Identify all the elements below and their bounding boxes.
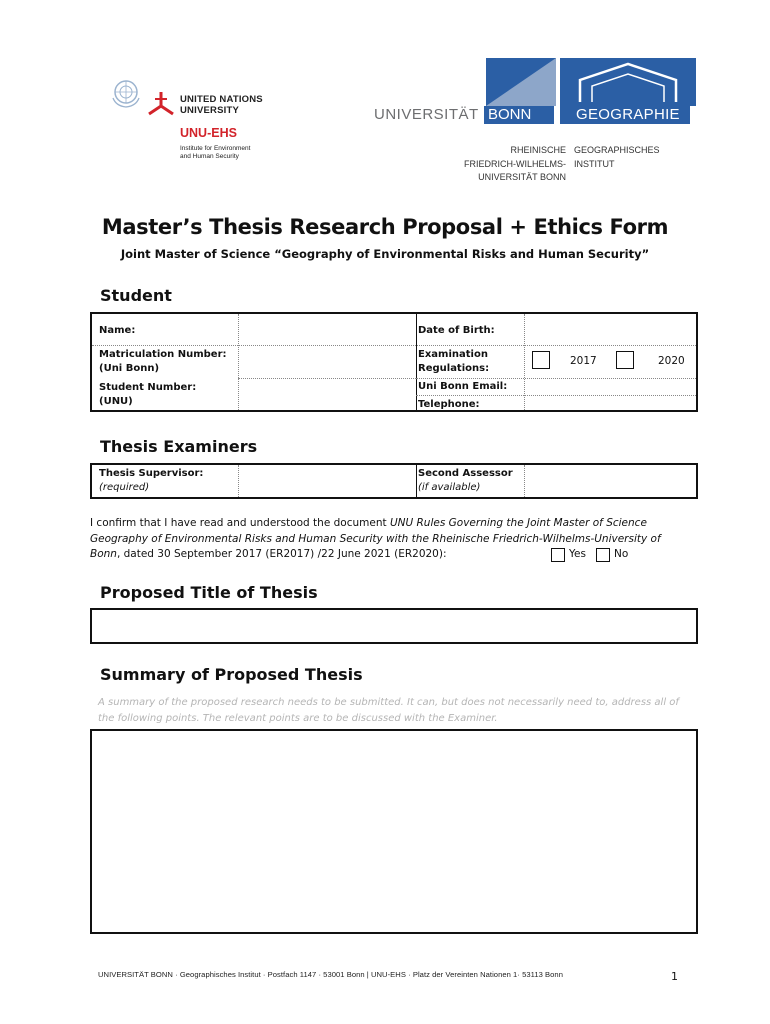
- uni-bonn-logo: [370, 56, 700, 186]
- unu-ehs-logo: [110, 72, 280, 172]
- assessor-field[interactable]: [528, 467, 692, 495]
- checkbox-2017[interactable]: [532, 351, 550, 369]
- student-heading: Student: [100, 286, 172, 305]
- matriculation-label: Matriculation Number: (Uni Bonn): [99, 349, 227, 374]
- divider: [238, 378, 416, 379]
- option-2020-label: 2020: [658, 355, 685, 367]
- assessor-label: Second Assessor: [418, 468, 513, 479]
- un-emblem-icon: [110, 76, 142, 108]
- supervisor-label: Thesis Supervisor:: [99, 468, 204, 479]
- assessor-note: (if available): [418, 482, 481, 493]
- universitaet-text: UNIVERSITÄT: [374, 106, 479, 123]
- telephone-field[interactable]: [528, 397, 692, 409]
- geographie-text: GEOGRAPHIE: [560, 106, 690, 124]
- student-number-field[interactable]: [242, 381, 412, 409]
- divider: [416, 395, 696, 396]
- unu-ehs-abbr: UNU-EHS: [180, 126, 237, 140]
- confirm-text-end: , dated 30 September 2017 (ER2017) /22 June 2021 (ER2020):: [116, 548, 447, 560]
- divider: [92, 345, 696, 346]
- option-2017-label: 2017: [570, 355, 597, 367]
- name-label: Name:: [99, 325, 136, 336]
- divider: [416, 465, 417, 497]
- confirm-yes-checkbox[interactable]: [551, 548, 565, 562]
- dob-field[interactable]: [528, 318, 692, 342]
- unu-institute: Institute for Environment and Human Security: [180, 145, 251, 160]
- summary-field[interactable]: [90, 729, 698, 934]
- uni-bonn-fullname: RHEINISCHE FRIEDRICH-WILHELMS- UNIVERSITÄT BONN: [463, 145, 566, 182]
- exam-regulations-label: Examination Regulations:: [418, 349, 490, 374]
- summary-hint: A summary of the proposed research needs to be submitted. It can, but does not necessarily need to, address all of the following points. The relevant points are to be discussed with the Examiner.: [98, 697, 679, 724]
- proposed-title-field[interactable]: [90, 608, 698, 644]
- supervisor-field[interactable]: [242, 467, 412, 495]
- examiners-table: [90, 463, 698, 499]
- divider: [416, 378, 696, 379]
- rules-document-title: UNU Rules Governing the Joint Master of Science Geography of Environmental Risks and Human Security with the Rheinische Friedrich-Wilhelms-University of Bonn: [90, 517, 661, 560]
- email-label: Uni Bonn Email:: [418, 381, 508, 392]
- proposed-title-heading: Proposed Title of Thesis: [100, 583, 318, 602]
- student-number-label: Student Number: (UNU): [99, 382, 197, 407]
- confirm-no-label: No: [614, 548, 629, 560]
- unu-triangle-icon: [146, 90, 176, 118]
- geo-institut-name: GEOGRAPHISCHES INSTITUT: [574, 145, 660, 169]
- confirm-yes-label: Yes: [569, 548, 586, 560]
- dob-label: Date of Birth:: [418, 325, 495, 336]
- bonn-text: BONN: [484, 106, 554, 124]
- summary-heading: Summary of Proposed Thesis: [100, 665, 363, 684]
- unu-name: UNITED NATIONS UNIVERSITY: [180, 94, 263, 116]
- page-title: Master’s Thesis Research Proposal + Ethics Form: [101, 215, 669, 239]
- confirm-no-checkbox[interactable]: [596, 548, 610, 562]
- page-number: 1: [671, 970, 678, 983]
- page-subtitle: Joint Master of Science “Geography of Environmental Risks and Human Security”: [120, 247, 650, 261]
- matriculation-field[interactable]: [242, 348, 412, 376]
- footer-address: UNIVERSITÄT BONN · Geographisches Institut · Postfach 1147 · 53001 Bonn | UNU-EHS · Platz der Vereinten Nationen 1· 53113 Bonn: [98, 970, 563, 979]
- examiners-heading: Thesis Examiners: [100, 437, 258, 456]
- student-table: [90, 312, 698, 412]
- name-field[interactable]: [242, 318, 412, 342]
- supervisor-note: (required): [99, 482, 150, 493]
- divider: [238, 465, 239, 497]
- telephone-label: Telephone:: [418, 399, 480, 410]
- divider: [238, 314, 239, 410]
- email-field[interactable]: [528, 380, 692, 394]
- divider: [524, 465, 525, 497]
- checkbox-2020[interactable]: [616, 351, 634, 369]
- confirm-text-start: I confirm that I have read and understood the document: [90, 517, 390, 529]
